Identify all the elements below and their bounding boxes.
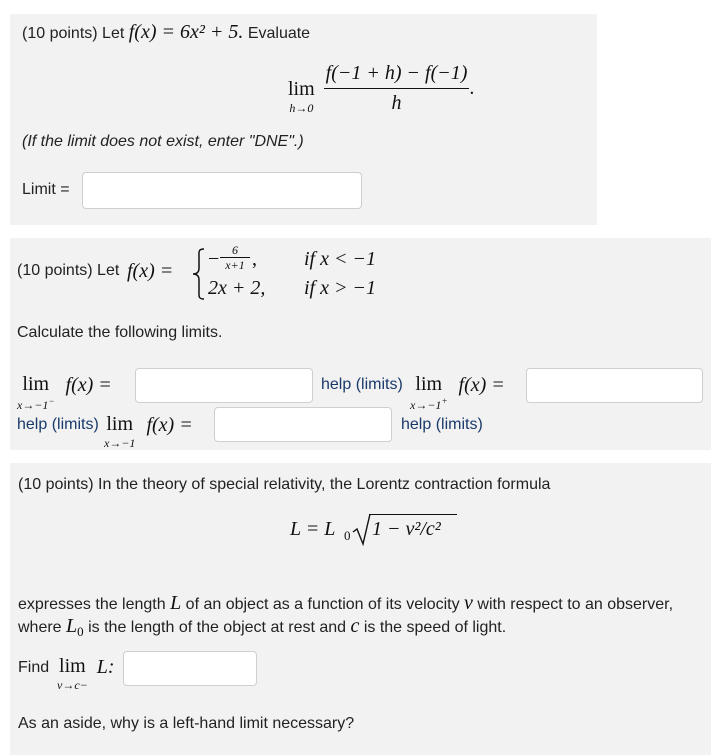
left-brace [192,248,206,300]
limit-2-expression [410,374,505,411]
sub-text: x→−1 [17,398,49,412]
lim-word: lim [288,78,315,100]
lim-word: lim [415,373,443,395]
fraction-numerator: f(−1 + h) − f(−1) [324,62,470,89]
lim-subscript: h→0 [289,101,314,115]
limit-3-input[interactable] [214,407,392,442]
case-2-condition: if x > −1 [304,277,376,299]
case-1-denominator: x+1 [225,258,245,272]
help-limits-link-1[interactable]: help (limits) [321,376,403,393]
text: expresses the length [18,596,171,613]
text: with respect to an observer, [472,596,674,613]
problem-2-lhs: f(x) = [127,260,174,282]
find-limit-expression [57,656,115,691]
problem-3-intro: (10 points) In the theory of special relativity, the Lorentz contraction formula [18,476,551,493]
text: where [18,619,67,636]
limit-2-lim [410,374,448,411]
case-1-numerator: 6 [220,244,250,258]
case-1-sign: − [208,248,220,270]
lim-word: lim [106,413,134,435]
var-L: L [170,592,182,614]
formula-radicand: 1 − v²/c² [372,518,441,540]
help-limits-link-2[interactable]: help (limits) [17,416,99,433]
problem-1-intro: (10 points) Let [22,25,125,42]
case-1-condition: if x < −1 [304,248,376,270]
formula-lhs-subscript: 0 [344,528,351,543]
problem-3-explanation-line-2 [18,615,506,640]
sub-sup: − [48,396,55,406]
limit-3-fx: f(x) = [146,414,193,436]
sqrt-overline [369,514,457,515]
lim-word: lim [22,373,50,395]
limit-1-input[interactable] [135,368,313,403]
text: of an object as a function of its velocity [181,596,465,613]
fraction-denominator: h [391,92,402,114]
text: is the length of the object at rest and [83,619,351,636]
find-label: Find [18,659,50,676]
limit-3-expression [104,414,193,449]
sub-sup: + [441,396,448,406]
limit-2-fx: f(x) = [458,374,505,396]
problem-1-statement [22,20,310,46]
find-lim [57,656,88,691]
help-limits-link-3[interactable]: help (limits) [401,416,483,433]
limit-3-lim [104,414,135,449]
problem-1-fraction [324,62,470,115]
find-variable: L: [96,656,115,678]
limit-1-expression [17,374,112,411]
lim-word: lim [59,655,86,677]
problem-3-aside: As an aside, why is a left-hand limit necessary? [18,715,355,732]
lim-subscript [17,397,55,411]
problem-2-instruction: Calculate the following limits. [17,324,223,341]
var-L0-sub: 0 [77,624,84,640]
var-L0: L [66,615,78,637]
formula-lhs: L = L [290,518,336,540]
problem-1-limit-expression [288,62,474,115]
limit-2-input[interactable] [526,368,703,403]
lim-subscript [410,397,448,411]
sub-text: x→−1 [410,398,442,412]
lim-subscript: x→−1 [104,436,136,450]
lim-subscript: v→c− [57,678,88,692]
limit-1-lim [17,374,55,411]
case-2-expression: 2x + 2, [208,277,266,299]
find-limit-input[interactable] [123,651,257,686]
case-1-comma: , [252,248,257,270]
var-v: v [464,592,473,614]
limit-1-fx: f(x) = [65,374,112,396]
problem-1-note: (If the limit does not exist, enter "DNE".) [22,133,304,150]
problem-1-lim [288,79,315,114]
limit-answer-input[interactable] [82,172,362,209]
text: is the speed of light. [359,619,507,636]
problem-2-intro: (10 points) Let [17,262,120,279]
problem-1-function: f(x) = 6x² + 5. [128,21,244,43]
period: . [469,77,475,99]
limit-label: Limit = [22,181,70,198]
sqrt-sign [352,512,372,546]
problem-1-evaluate: Evaluate [247,25,311,42]
problem-3-explanation-line-1 [18,592,673,615]
case-1-fraction [220,244,250,271]
var-c: c [350,615,360,637]
